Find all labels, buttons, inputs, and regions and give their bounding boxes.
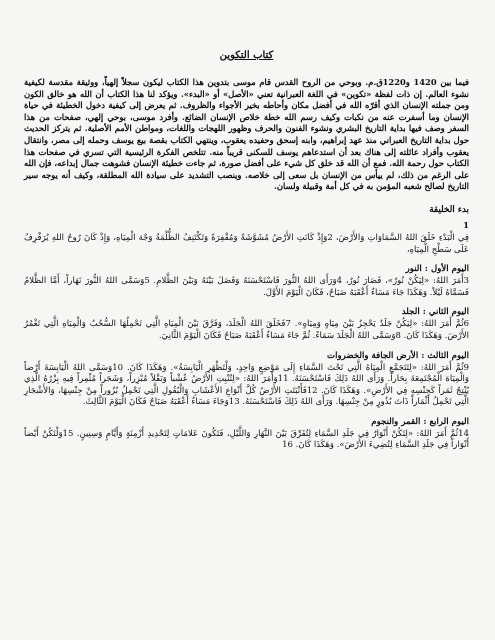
day-heading-2: اليوم الثاني : الجلد <box>401 307 469 318</box>
intro-paragraph: فيما بين 1420 و1220ق.م. وبوحي من الروح القدس قام موسى بتدوين هذا الكتاب ليكون سجلاً إلهياً، ووثيقة مقدسة لكيفية نشوء العالم. إن ذات لفظة «تكوين» في اللغة العبرانية تعني «الأصل» أو «البدء». ويؤكد لنا هذا الكتاب أن الله هو خالق الكون ومن جملته الإنسان الذي أقرّه الله في أفضل مكان وأحاطه بخير الأجواء والظروف. ثم يعرض إلى كيفية دخول الخطيئة في حياة الإنسان وما أسفرت عنه من نكبات وكيف رسم الله خطة خلاص الإنسان الضائع. وأفرد موسى، بوحي إلهي، صفحات من هذا السفر وصف فيها بداية التاريخ البشري ونشوء الفنون والحرف وظهور اللهجات واللغات، ومواطن الأمم الأصلية. ثم يتركز الحديث حول بداية التاريخ العبراني منذ عهد إبراهيم، وابنه إسحق وحفيده يعقوب، وينتهي الكتاب بقصة بيع يوسف وحمله إلى مصر، وانتقال يعقوب وأفراد عائلته إلى هناك بعد أن استدعاهم يوسف للسكنى قريباً منه. تتلخص الفكرة الرئيسية التي تسري في صفحات هذا الكتاب حول رحمة الله. فمع أن الله قد خلق كل شيء على أفضل صورة، ثم جاءت خطيئة الإنسان فشوهت جمال إبداعه، فإن الله على الرغم من ذلك، لم ييأس من الإنسان بل سعى إلى خلاصه. وينصب التشديد على سيادة الله المطلقة، وكيف أنه يوجه سير التاريخ لصالح شعبه المؤمن به في كل أمة وقبيلة ولسان. <box>24 77 469 192</box>
day-heading-3: اليوم الثالث : الأرض الجافة والخضروات <box>326 350 469 361</box>
day-text-3: 9ثُمَّ أَمَرَ اللهُ: «لِتَتَجَمَّعِ الْمِيَاهُ الَّتِي تَحْتَ السَّمَاءِ إِلَى مَوْضِعٍ وَاحِدٍ، وَلْتَظْهَرِ الْيَابِسَةُ». وَهَكَذَا كَانَ. 10وَسَمَّى اللهُ الْيَابِسَةَ أَرْضاً وَالْمِيَاهَ الْمُجْتَمِعَةَ بِحَاراً. وَرَأَى اللهُ ذَلِكَ فَاسْتَحْسَنَهُ. 11وَأَمَرَ اللهُ: «لِتُنْبِتِ الأَرْضُ عُشْباً وَبَقْلاً مُبْزِراً، وَشَجَراً مُثْمِراً فِيهِ بِزْرُهُ الَّذِي يُنْتِجُ ثَمَراً كَجِنْسِهِ فِي الأَرْضِ». وَهَكَذَا كَانَ. 12فَأَنْبَتَتِ الأَرْضُ كُلَّ أَنْوَاعِ الأَعْشَابِ وَالْبُقُولِ الَّتِي تَحْمِلُ بُزُوراً مِنْ جِنْسِهَا، وَالأَشْجَارِ الَّتِي تَحْمِلُ أَثْمَاراً ذَاتَ بُذُورٍ مِنْ جِنْسِهَا. وَرَأَى اللهُ ذَلِكَ فَاسْتَحْسَنَهُ. 13وَجَاءَ مَسَاءٌ أَعْقَبَهُ صَبَاحٌ فَكَانَ الْيَوْمَ الثَّالِثَ. <box>24 362 469 408</box>
day-text-1: 3أَمَرَ اللهُ: «لِيَكُنْ نُورٌ»، فَصَارَ نُورٌ، 4وَرَأَى اللهُ النُّورَ فَاسْتَحْسَنَهُ وَفَصَلَ بَيْنَهُ وَبَيْنَ الظَّلامِ. 5وَسَمَّى اللهُ النُّورَ نَهَاراً، أَمَّا الظَّلامُ فَسَمَّاهُ لَيْلاً. وَهَكَذَا جَاءَ مَسَاءٌ أَعْقَبَهُ صَبَاحٌ، فَكَانَ الْيَوْمَ الأَوَّلَ. <box>24 276 470 298</box>
verses-intro: فِي الْبَدْءِ خَلَقَ اللهُ السَّمَاوَاتِ وَالأَرْضَ، 2وَإِذْ كَانَتِ الأَرْضُ مُشَوَّشَةً وَمُقْفِرَةً وَتَكْتَنِفُ الظُّلْمَةُ وَجْهَ الْمِيَاهِ، وَإِذْ كَانَ رُوحُ اللهِ يُرَفْرِفُ عَلَى سَطْحِ الْمِيَاهِ، <box>24 232 469 255</box>
day-heading-4: اليوم الرابع : القمر والنجوم <box>371 416 469 427</box>
chapter-number: 1 <box>463 220 469 231</box>
day-text-4: 14ثُمَّ أَمَرَ اللهُ: «لِتَكُنْ أَنْوَارٌ فِي جَلَدِ السَّمَاءِ لِتُفَرِّقَ بَيْنَ النَّهَارِ وَاللَّيْلِ، فَتَكُونَ عَلامَاتٍ لِتَحْدِيدِ أَزْمِنَةٍ وَأَيَّامٍ وَسِنِينٍ. 15وَلْتَكُنْ أَيْضاً أَنْوَاراً فِي جَلَدِ السَّمَاءِ لِتُضِيءَ الأَرْضَ». وَهَكَذَا كَانَ. 16 <box>24 428 469 451</box>
document-content <box>24 50 469 452</box>
section-heading: بدء الخليقة <box>429 204 469 215</box>
day-heading-1: اليوم الأول : النور <box>405 264 469 275</box>
day-text-2: 6ثُمَّ أَمَرَ اللهُ: «لِيَكُنْ جَلَدٌ يَحْجِزُ بَيْنَ مِيَاهٍ وَمِيَاهٍ». 7فَخَلَقَ اللهُ الْجَلَدَ، وَفَرَّقَ بَيْنَ الْمِيَاهِ الَّتِي تَحْمِلُهَا السُّحُبُ وَالْمِيَاهِ الَّتِي تَغْمُرُ الأَرْضَ. وَهَكَذَا كَانَ. 8وَسَمَّى اللهُ الْجَلَدَ سَمَاءً. ثُمَّ جَاءَ مَسَاءٌ أَعْقَبَهُ صَبَاحٌ فَكَانَ الْيَوْمَ الثَّانِيَ. <box>24 319 469 341</box>
document-title: كتاب التكوين <box>219 50 274 61</box>
